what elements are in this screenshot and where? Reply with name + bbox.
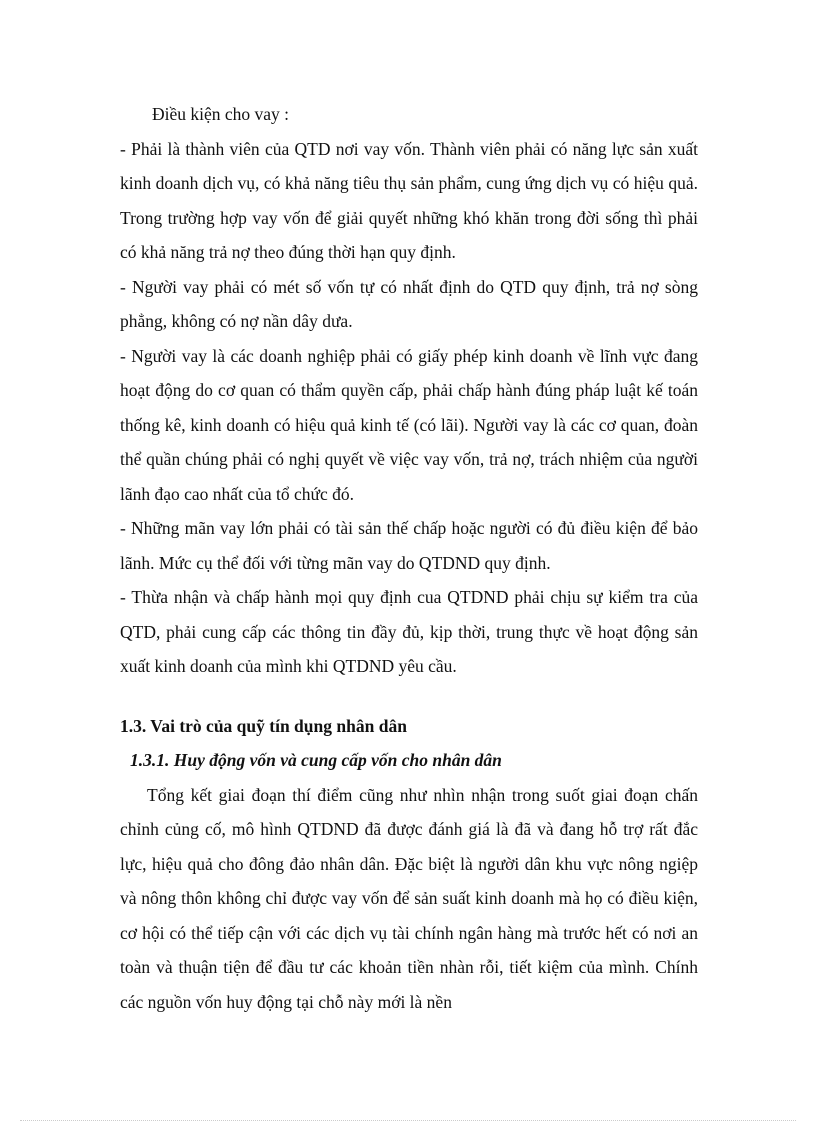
condition-item: - Những mãn vay lớn phải có tài sản thế chấp hoặc người có đủ điều kiện để bảo lãnh. Mức cụ thể đối với từng mãn vay do QTDND quy định. bbox=[120, 518, 698, 573]
condition-item: - Người vay phải có mét số vốn tự có nhất định do QTD quy định, trả nợ sòng phẳng, không có nợ nần dây dưa. bbox=[120, 276, 698, 331]
condition-item: - Thừa nhận và chấp hành mọi quy định cua QTDND phải chịu sự kiểm tra của QTD, phải cung cấp các thông tin đầy đủ, kịp thời, trung thực về hoạt động sản xuất kinh doanh của mình khi QTDND yêu cầu. bbox=[120, 587, 698, 676]
condition-item: - Phải là thành viên của QTD nơi vay vốn. Thành viên phải có năng lực sản xuất kinh doanh dịch vụ, có khả năng tiêu thụ sản phẩm, cung ứng dịch vụ có hiệu quả. Trong trường hợp vay vốn để giải quyết những khó khăn trong đời sống thì phải có khả năng trả nợ theo đúng thời hạn quy định. bbox=[120, 138, 698, 262]
section-title: 1.3. Vai trò của quỹ tín dụng nhân dân bbox=[120, 715, 407, 736]
section-spacer bbox=[120, 684, 698, 709]
condition-item: - Người vay là các doanh nghiệp phải có giấy phép kinh doanh về lĩnh vực đang hoạt động do cơ quan có thẩm quyền cấp, phải chấp hành đúng pháp luật kế toán thống kê, kinh doanh có hiệu quả kinh tế (có lãi). Người vay là các cơ quan, đoàn thể quần chúng phải có nghị quyết về việc vay vốn, trả nợ, trách nhiệm của người lãnh đạo cao nhất của tổ chức đó. bbox=[120, 345, 698, 504]
body-paragraph: Tổng kết giai đoạn thí điểm cũng như nhìn nhận trong suốt giai đoạn chấn chỉnh củng cố, mô hình QTDND đã được đánh giá là đã và đang hỗ trợ rất đắc lực, hiệu quả cho đông đảo nhân dân. Đặc biệt là người dân khu vực nông ngiệp và nông thôn không chỉ được vay vốn để sản suất kinh doanh mà họ có điều kiện, cơ hội có thể tiếp cận với các dịch vụ tài chính ngân hàng mà trước hết có nơi an toàn và thuận tiện để đầu tư các khoản tiền nhàn rỗi, tiết kiệm của mình. Chính các nguồn vốn huy động tại chỗ này mới là nền bbox=[120, 784, 698, 1012]
page-bottom-rule bbox=[20, 1120, 796, 1121]
subsection-title: 1.3.1. Huy động vốn và cung cấp vốn cho nhân dân bbox=[130, 750, 502, 770]
conditions-heading: Điều kiện cho vay : bbox=[152, 104, 290, 124]
page-content bbox=[120, 97, 698, 1019]
